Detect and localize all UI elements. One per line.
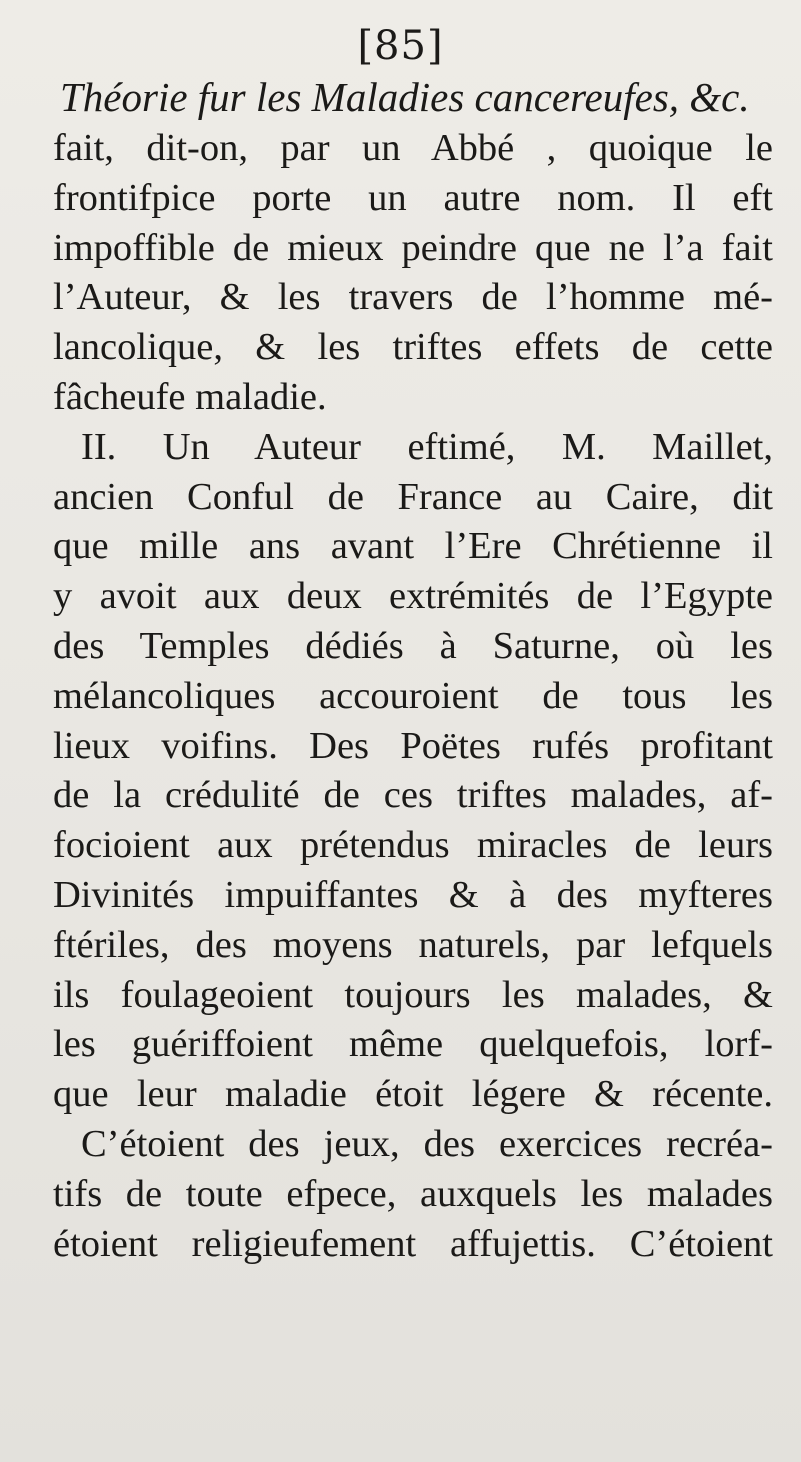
text-line: étoient religieufement affujettis. C’étoient	[53, 1222, 773, 1265]
text-line: Divinités impuiffantes & à des myfteres	[53, 873, 773, 916]
text-line: des Temples dédiés à Saturne, où les	[53, 624, 773, 667]
text-line: l’Auteur, & les travers de l’homme mé-	[53, 276, 773, 319]
text-line: ancien Conful de France au Caire, dit	[53, 475, 773, 518]
text-line: frontifpice porte un autre nom. Il eft	[53, 176, 773, 219]
text-line: fait, dit-on, par un Abbé , quoique le	[53, 127, 773, 169]
page-number: [85]	[357, 23, 444, 69]
text-line: tifs de toute efpece, auxquels les malades	[53, 1172, 773, 1215]
body-text	[53, 124, 773, 1269]
text-line: mélancoliques accouroient de tous les	[53, 674, 773, 717]
text-line: ftériles, des moyens naturels, par lefquels	[53, 923, 773, 966]
text-line: lancolique, & les triftes effets de cette	[53, 326, 773, 369]
text-line: y avoit aux deux extrémités de l’Egypte	[53, 575, 773, 618]
text-line: lieux voifins. Des Poëtes rufés profitant	[53, 724, 773, 767]
text-line: C’étoient des jeux, des exercices recréa-	[81, 1122, 773, 1165]
text-line: impoffible de mieux peindre que ne l’a fait	[53, 226, 773, 269]
text-line: les guériffoient même quelquefois, lorf-	[53, 1023, 773, 1066]
text-line: fâcheufe maladie.	[53, 375, 327, 418]
text-line: II. Un Auteur eftimé, M. Maillet,	[81, 425, 773, 468]
text-line: ils foulageoient toujours les malades, &	[53, 973, 773, 1016]
text-line: que mille ans avant l’Ere Chrétienne il	[53, 525, 773, 568]
text-line: que leur maladie étoit légere & récente.	[53, 1073, 773, 1116]
text-line: de la crédulité de ces triftes malades, af-	[53, 774, 773, 817]
running-head: Théorie fur les Maladies cancereufes, &c.	[60, 74, 750, 120]
text-line: focioient aux prétendus miracles de leurs	[53, 824, 773, 867]
